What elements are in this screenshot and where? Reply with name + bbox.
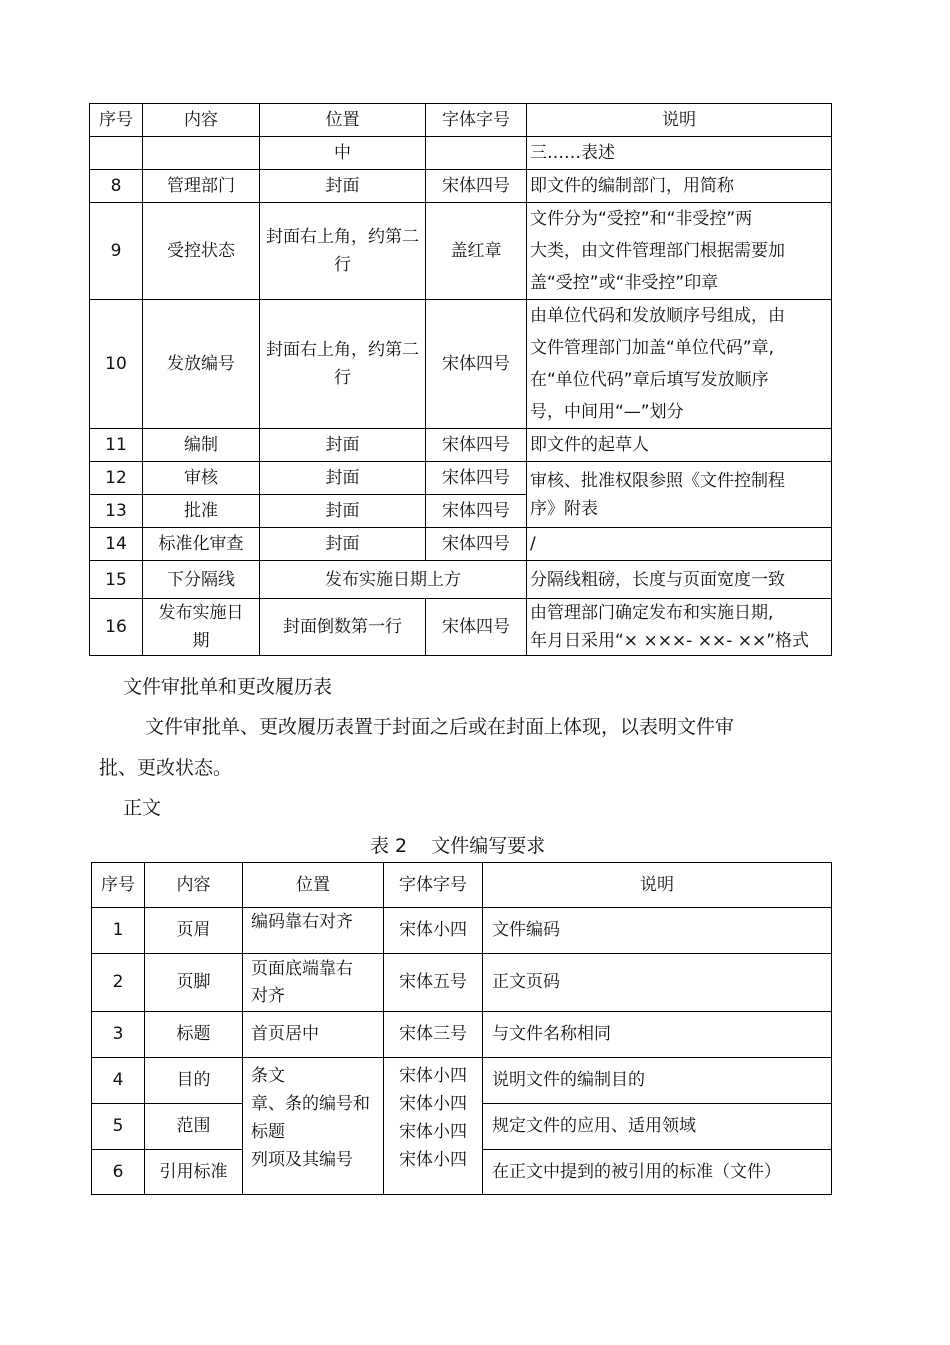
header-cell: 序号 <box>92 863 145 908</box>
cell-desc: 三……表述 <box>527 137 832 170</box>
table-row <box>90 599 832 656</box>
cell-line: 宋体小四 <box>399 1122 467 1142</box>
table-row <box>92 1012 832 1058</box>
cell-font: 宋体四号 <box>426 300 527 429</box>
cell-content: 标准化审查 <box>143 528 260 561</box>
cell-desc <box>527 599 832 656</box>
table-row <box>90 137 832 170</box>
cell-no: 16 <box>90 599 143 656</box>
cell-position: 中 <box>260 137 426 170</box>
table-row <box>90 462 832 495</box>
cell-line: 行 <box>334 368 351 388</box>
cell-no: 4 <box>92 1058 145 1104</box>
cell-content: 审核 <box>143 462 260 495</box>
cell-position <box>260 300 426 429</box>
cell-no: 2 <box>92 954 145 1012</box>
cell-no: 11 <box>90 429 143 462</box>
cell-position: 封面 <box>260 429 426 462</box>
cell-desc: 说明文件的编制目的 <box>483 1058 832 1104</box>
cell-font <box>426 137 527 170</box>
cell-desc <box>527 462 832 528</box>
cell-content: 下分隔线 <box>143 561 260 599</box>
header-cell: 序号 <box>90 104 143 137</box>
cell-line: 文件分为“受控”和“非受控”两 <box>530 209 753 229</box>
cell-no: 13 <box>90 495 143 528</box>
cell-line: 年月日采用“× ×××- ××- ××”格式 <box>530 631 810 651</box>
cell-desc <box>527 300 832 429</box>
header-cell: 内容 <box>143 104 260 137</box>
cell-line: 行 <box>334 255 351 275</box>
cell-content: 编制 <box>143 429 260 462</box>
cell-line: 列项及其编号 <box>251 1150 353 1170</box>
cell-desc: 即文件的编制部门，用简称 <box>527 170 832 203</box>
header-cell: 内容 <box>145 863 243 908</box>
cell-desc: / <box>527 528 832 561</box>
cell-font: 宋体四号 <box>426 599 527 656</box>
section-heading: 文件审批单和更改履历表 <box>123 676 333 698</box>
cell-content: 批准 <box>143 495 260 528</box>
cell-line: 大类，由文件管理部门根据需要加 <box>530 241 785 261</box>
cell-font: 盖红章 <box>426 203 527 300</box>
header-cell: 字体字号 <box>426 104 527 137</box>
cell-position: 封面 <box>260 170 426 203</box>
cell-font: 宋体小四 <box>384 908 483 954</box>
cell-line: 宋体小四 <box>399 1150 467 1170</box>
cell-desc: 文件编码 <box>483 908 832 954</box>
table-row <box>90 429 832 462</box>
cell-font: 宋体四号 <box>426 170 527 203</box>
table-row <box>92 1058 832 1104</box>
cell-position: 编码靠右对齐 <box>243 908 384 954</box>
table-row <box>90 561 832 599</box>
cell-no: 14 <box>90 528 143 561</box>
cell-content: 管理部门 <box>143 170 260 203</box>
cell-line: 发布实施日 <box>158 603 244 623</box>
cell-no: 12 <box>90 462 143 495</box>
cell-content: 页脚 <box>145 954 243 1012</box>
cell-no: 1 <box>92 908 145 954</box>
cell-font: 宋体四号 <box>426 462 527 495</box>
cell-position-merged <box>243 1058 384 1195</box>
table-row <box>92 954 832 1012</box>
cell-desc: 与文件名称相同 <box>483 1012 832 1058</box>
cell-line: 期 <box>192 631 210 651</box>
cell-line: 封面右上角，约第二 <box>266 227 419 247</box>
cell-font: 宋体五号 <box>384 954 483 1012</box>
body-heading: 正文 <box>123 797 162 819</box>
cell-desc: 分隔线粗磅，长度与页面宽度一致 <box>527 561 832 599</box>
paragraph-line: 文件审批单、更改履历表置于封面之后或在封面上体现，以表明文件审 <box>145 716 735 738</box>
cell-no: 5 <box>92 1104 145 1150</box>
cell-content: 引用标准 <box>145 1150 243 1195</box>
cell-line: 由管理部门确定发布和实施日期, <box>530 603 774 623</box>
table-row <box>90 528 832 561</box>
cell-no: 6 <box>92 1150 145 1195</box>
table-row <box>90 170 832 203</box>
cell-font: 宋体四号 <box>426 528 527 561</box>
cell-content: 范围 <box>145 1104 243 1150</box>
cell-position <box>260 203 426 300</box>
header-cell: 字体字号 <box>384 863 483 908</box>
header-cell: 说明 <box>483 863 832 908</box>
cell-line: 对齐 <box>251 985 285 1006</box>
cell-position: 封面倒数第一行 <box>260 599 426 656</box>
cell-desc: 正文页码 <box>483 954 832 1012</box>
cell-position: 封面 <box>260 462 426 495</box>
cell-line: 在“单位代码”章后填写发放顺序 <box>530 370 769 390</box>
cell-desc <box>527 203 832 300</box>
cell-line: 号，中间用“—”划分 <box>530 402 684 422</box>
cell-line: 标题 <box>251 1122 285 1142</box>
cell-no: 3 <box>92 1012 145 1058</box>
cell-desc: 规定文件的应用、适用领域 <box>483 1104 832 1150</box>
cell-position: 封面 <box>260 495 426 528</box>
cell-line: 文件管理部门加盖“单位代码”章, <box>530 338 775 358</box>
table-row <box>90 203 832 300</box>
cell-line: 盖“受控”或“非受控”印章 <box>530 273 719 293</box>
cell-font-merged <box>384 1058 483 1195</box>
cell-font: 宋体四号 <box>426 495 527 528</box>
header-cell: 位置 <box>260 104 426 137</box>
table-caption: 表 2 文件编写要求 <box>370 835 546 857</box>
cell-content: 受控状态 <box>143 203 260 300</box>
cell-line: 页面底端靠右 <box>251 958 353 979</box>
cell-position: 首页居中 <box>243 1012 384 1058</box>
table-body-requirements <box>91 862 832 1195</box>
cell-line: 由单位代码和发放顺序号组成，由 <box>530 306 785 326</box>
paragraph-line: 批、更改状态。 <box>99 757 233 779</box>
header-cell: 位置 <box>243 863 384 908</box>
cell-position <box>243 954 384 1012</box>
table-row <box>92 908 832 954</box>
cell-no: 8 <box>90 170 143 203</box>
header-cell: 说明 <box>527 104 832 137</box>
cell-line: 序》附表 <box>530 498 598 519</box>
cell-position: 发布实施日期上方 <box>260 561 527 599</box>
cell-content <box>143 137 260 170</box>
table-header-row <box>90 104 832 137</box>
cell-line: 宋体小四 <box>399 1094 467 1114</box>
cell-position: 封面 <box>260 528 426 561</box>
cell-no: 10 <box>90 300 143 429</box>
cell-no: 9 <box>90 203 143 300</box>
cell-content: 目的 <box>145 1058 243 1104</box>
cell-line: 审核、批准权限参照《文件控制程 <box>530 470 785 491</box>
cell-line: 章、条的编号和 <box>251 1094 370 1114</box>
cell-desc: 在正文中提到的被引用的标准（文件） <box>483 1150 832 1195</box>
cell-content: 标题 <box>145 1012 243 1058</box>
cell-font: 宋体三号 <box>384 1012 483 1058</box>
cell-line: 宋体小四 <box>399 1066 467 1086</box>
cell-content <box>143 599 260 656</box>
cell-no <box>90 137 143 170</box>
table-header-row <box>92 863 832 908</box>
cell-font: 宋体四号 <box>426 429 527 462</box>
cell-desc: 即文件的起草人 <box>527 429 832 462</box>
cell-content: 发放编号 <box>143 300 260 429</box>
table-cover-requirements <box>89 103 832 656</box>
table-row <box>90 300 832 429</box>
cell-no: 15 <box>90 561 143 599</box>
cell-content: 页眉 <box>145 908 243 954</box>
cell-line: 封面右上角，约第二 <box>266 340 419 360</box>
cell-line: 条文 <box>251 1066 285 1086</box>
